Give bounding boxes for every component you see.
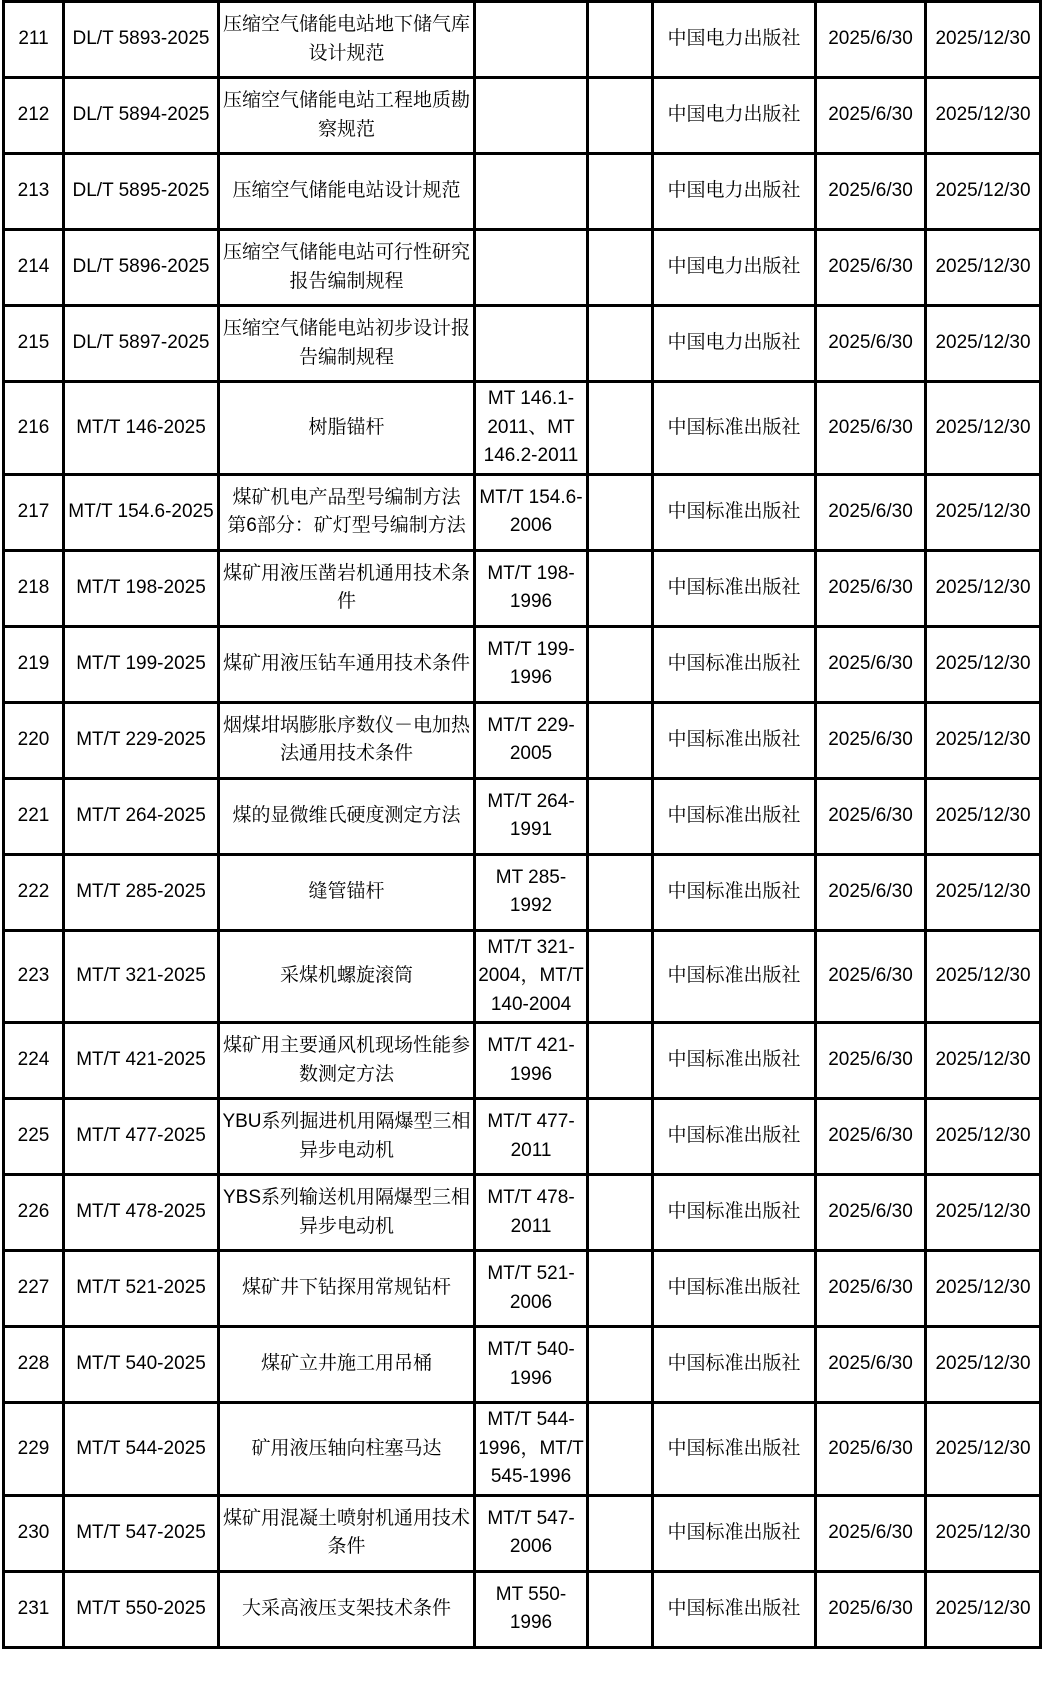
standard-title-cell: 煤矿井下钻探用常规钻杆 bbox=[219, 1251, 475, 1327]
publisher-cell: 中国标准出版社 bbox=[653, 854, 816, 930]
publisher-cell: 中国标准出版社 bbox=[653, 1251, 816, 1327]
publisher-cell: 中国电力出版社 bbox=[653, 2, 816, 78]
date-cell-1: 2025/6/30 bbox=[816, 778, 926, 854]
standard-code-cell: MT/T 321-2025 bbox=[64, 930, 219, 1023]
standard-title-cell: 采煤机螺旋滚筒 bbox=[219, 930, 475, 1023]
blank-cell bbox=[588, 626, 653, 702]
date-cell-1: 2025/6/30 bbox=[816, 1495, 926, 1571]
replaced-standard-cell: MT/T 547-2006 bbox=[475, 1495, 588, 1571]
blank-cell bbox=[588, 1175, 653, 1251]
table-row bbox=[4, 1327, 1041, 1403]
publisher-cell: 中国标准出版社 bbox=[653, 474, 816, 550]
blank-cell bbox=[588, 1571, 653, 1647]
standards-table bbox=[2, 0, 1042, 1649]
publisher-cell: 中国标准出版社 bbox=[653, 1495, 816, 1571]
standard-title-cell: 煤的显微维氏硬度测定方法 bbox=[219, 778, 475, 854]
standard-code-cell: DL/T 5897-2025 bbox=[64, 306, 219, 382]
publisher-cell: 中国标准出版社 bbox=[653, 626, 816, 702]
date-cell-2: 2025/12/30 bbox=[926, 230, 1041, 306]
replaced-standard-cell bbox=[475, 2, 588, 78]
date-cell-1: 2025/6/30 bbox=[816, 854, 926, 930]
date-cell-2: 2025/12/30 bbox=[926, 854, 1041, 930]
standard-code-cell: MT/T 477-2025 bbox=[64, 1099, 219, 1175]
date-cell-2: 2025/12/30 bbox=[926, 626, 1041, 702]
row-number-cell: 217 bbox=[4, 474, 64, 550]
date-cell-1: 2025/6/30 bbox=[816, 1403, 926, 1496]
table-row bbox=[4, 778, 1041, 854]
row-number-cell: 213 bbox=[4, 154, 64, 230]
table-row bbox=[4, 1023, 1041, 1099]
replaced-standard-cell bbox=[475, 306, 588, 382]
blank-cell bbox=[588, 382, 653, 475]
date-cell-2: 2025/12/30 bbox=[926, 306, 1041, 382]
replaced-standard-cell: MT 285-1992 bbox=[475, 854, 588, 930]
standard-title-cell: 大采高液压支架技术条件 bbox=[219, 1571, 475, 1647]
date-cell-2: 2025/12/30 bbox=[926, 2, 1041, 78]
date-cell-1: 2025/6/30 bbox=[816, 702, 926, 778]
date-cell-1: 2025/6/30 bbox=[816, 2, 926, 78]
standard-code-cell: DL/T 5893-2025 bbox=[64, 2, 219, 78]
date-cell-1: 2025/6/30 bbox=[816, 78, 926, 154]
table-row bbox=[4, 154, 1041, 230]
row-number-cell: 226 bbox=[4, 1175, 64, 1251]
row-number-cell: 221 bbox=[4, 778, 64, 854]
replaced-standard-cell: MT/T 521-2006 bbox=[475, 1251, 588, 1327]
replaced-standard-cell bbox=[475, 78, 588, 154]
row-number-cell: 229 bbox=[4, 1403, 64, 1496]
standard-code-cell: DL/T 5895-2025 bbox=[64, 154, 219, 230]
replaced-standard-cell: MT/T 540-1996 bbox=[475, 1327, 588, 1403]
standard-code-cell: MT/T 540-2025 bbox=[64, 1327, 219, 1403]
publisher-cell: 中国标准出版社 bbox=[653, 1571, 816, 1647]
date-cell-1: 2025/6/30 bbox=[816, 474, 926, 550]
row-number-cell: 228 bbox=[4, 1327, 64, 1403]
blank-cell bbox=[588, 1251, 653, 1327]
standard-title-cell: 压缩空气储能电站设计规范 bbox=[219, 154, 475, 230]
date-cell-1: 2025/6/30 bbox=[816, 230, 926, 306]
table-row bbox=[4, 550, 1041, 626]
replaced-standard-cell: MT/T 199-1996 bbox=[475, 626, 588, 702]
replaced-standard-cell bbox=[475, 230, 588, 306]
standard-title-cell: 树脂锚杆 bbox=[219, 382, 475, 475]
date-cell-1: 2025/6/30 bbox=[816, 382, 926, 475]
blank-cell bbox=[588, 854, 653, 930]
standard-title-cell: 缝管锚杆 bbox=[219, 854, 475, 930]
row-number-cell: 218 bbox=[4, 550, 64, 626]
date-cell-1: 2025/6/30 bbox=[816, 1571, 926, 1647]
date-cell-1: 2025/6/30 bbox=[816, 626, 926, 702]
blank-cell bbox=[588, 778, 653, 854]
standard-title-cell: YBS系列输送机用隔爆型三相异步电动机 bbox=[219, 1175, 475, 1251]
table-row bbox=[4, 382, 1041, 475]
date-cell-1: 2025/6/30 bbox=[816, 306, 926, 382]
replaced-standard-cell: MT/T 544-1996，MT/T 545-1996 bbox=[475, 1403, 588, 1496]
table-row bbox=[4, 1403, 1041, 1496]
standard-title-cell: 煤矿用主要通风机现场性能参数测定方法 bbox=[219, 1023, 475, 1099]
table-row bbox=[4, 78, 1041, 154]
row-number-cell: 212 bbox=[4, 78, 64, 154]
table-row bbox=[4, 1571, 1041, 1647]
publisher-cell: 中国电力出版社 bbox=[653, 306, 816, 382]
replaced-standard-cell: MT 146.1-2011、MT 146.2-2011 bbox=[475, 382, 588, 475]
blank-cell bbox=[588, 1023, 653, 1099]
row-number-cell: 231 bbox=[4, 1571, 64, 1647]
blank-cell bbox=[588, 78, 653, 154]
standard-title-cell: 煤矿用液压钻车通用技术条件 bbox=[219, 626, 475, 702]
replaced-standard-cell: MT/T 264-1991 bbox=[475, 778, 588, 854]
date-cell-1: 2025/6/30 bbox=[816, 154, 926, 230]
publisher-cell: 中国标准出版社 bbox=[653, 1099, 816, 1175]
date-cell-2: 2025/12/30 bbox=[926, 154, 1041, 230]
standard-code-cell: DL/T 5896-2025 bbox=[64, 230, 219, 306]
date-cell-2: 2025/12/30 bbox=[926, 1327, 1041, 1403]
row-number-cell: 225 bbox=[4, 1099, 64, 1175]
table-row bbox=[4, 306, 1041, 382]
row-number-cell: 220 bbox=[4, 702, 64, 778]
table-row bbox=[4, 702, 1041, 778]
date-cell-2: 2025/12/30 bbox=[926, 1023, 1041, 1099]
blank-cell bbox=[588, 1327, 653, 1403]
date-cell-2: 2025/12/30 bbox=[926, 382, 1041, 475]
table-row bbox=[4, 1175, 1041, 1251]
row-number-cell: 216 bbox=[4, 382, 64, 475]
blank-cell bbox=[588, 230, 653, 306]
replaced-standard-cell: MT/T 421-1996 bbox=[475, 1023, 588, 1099]
publisher-cell: 中国标准出版社 bbox=[653, 1175, 816, 1251]
standard-title-cell: 矿用液压轴向柱塞马达 bbox=[219, 1403, 475, 1496]
date-cell-2: 2025/12/30 bbox=[926, 1175, 1041, 1251]
standard-title-cell: 煤矿立井施工用吊桶 bbox=[219, 1327, 475, 1403]
publisher-cell: 中国标准出版社 bbox=[653, 702, 816, 778]
standard-code-cell: MT/T 285-2025 bbox=[64, 854, 219, 930]
table-row bbox=[4, 1099, 1041, 1175]
standard-code-cell: MT/T 146-2025 bbox=[64, 382, 219, 475]
blank-cell bbox=[588, 1099, 653, 1175]
table-row bbox=[4, 626, 1041, 702]
date-cell-2: 2025/12/30 bbox=[926, 1495, 1041, 1571]
publisher-cell: 中国标准出版社 bbox=[653, 1403, 816, 1496]
row-number-cell: 222 bbox=[4, 854, 64, 930]
date-cell-1: 2025/6/30 bbox=[816, 1099, 926, 1175]
date-cell-2: 2025/12/30 bbox=[926, 550, 1041, 626]
standard-title-cell: 压缩空气储能电站可行性研究报告编制规程 bbox=[219, 230, 475, 306]
date-cell-2: 2025/12/30 bbox=[926, 1571, 1041, 1647]
row-number-cell: 215 bbox=[4, 306, 64, 382]
replaced-standard-cell bbox=[475, 154, 588, 230]
standard-title-cell: 压缩空气储能电站地下储气库设计规范 bbox=[219, 2, 475, 78]
date-cell-2: 2025/12/30 bbox=[926, 1251, 1041, 1327]
publisher-cell: 中国标准出版社 bbox=[653, 1327, 816, 1403]
standard-code-cell: DL/T 5894-2025 bbox=[64, 78, 219, 154]
standard-code-cell: MT/T 544-2025 bbox=[64, 1403, 219, 1496]
replaced-standard-cell: MT 550-1996 bbox=[475, 1571, 588, 1647]
blank-cell bbox=[588, 474, 653, 550]
publisher-cell: 中国电力出版社 bbox=[653, 78, 816, 154]
publisher-cell: 中国标准出版社 bbox=[653, 778, 816, 854]
date-cell-2: 2025/12/30 bbox=[926, 778, 1041, 854]
standard-code-cell: MT/T 421-2025 bbox=[64, 1023, 219, 1099]
row-number-cell: 219 bbox=[4, 626, 64, 702]
standard-title-cell: 煤矿机电产品型号编制方法 第6部分：矿灯型号编制方法 bbox=[219, 474, 475, 550]
blank-cell bbox=[588, 1403, 653, 1496]
date-cell-2: 2025/12/30 bbox=[926, 930, 1041, 1023]
standard-title-cell: 压缩空气储能电站初步设计报告编制规程 bbox=[219, 306, 475, 382]
standard-code-cell: MT/T 550-2025 bbox=[64, 1571, 219, 1647]
standard-code-cell: MT/T 478-2025 bbox=[64, 1175, 219, 1251]
table-row bbox=[4, 1495, 1041, 1571]
publisher-cell: 中国电力出版社 bbox=[653, 154, 816, 230]
date-cell-2: 2025/12/30 bbox=[926, 474, 1041, 550]
table-row bbox=[4, 854, 1041, 930]
replaced-standard-cell: MT/T 198-1996 bbox=[475, 550, 588, 626]
replaced-standard-cell: MT/T 478-2011 bbox=[475, 1175, 588, 1251]
standard-code-cell: MT/T 229-2025 bbox=[64, 702, 219, 778]
standard-code-cell: MT/T 547-2025 bbox=[64, 1495, 219, 1571]
standard-code-cell: MT/T 264-2025 bbox=[64, 778, 219, 854]
date-cell-2: 2025/12/30 bbox=[926, 702, 1041, 778]
row-number-cell: 211 bbox=[4, 2, 64, 78]
table-row bbox=[4, 230, 1041, 306]
blank-cell bbox=[588, 2, 653, 78]
table-row bbox=[4, 2, 1041, 78]
replaced-standard-cell: MT/T 477-2011 bbox=[475, 1099, 588, 1175]
publisher-cell: 中国标准出版社 bbox=[653, 550, 816, 626]
table-row bbox=[4, 1251, 1041, 1327]
date-cell-1: 2025/6/30 bbox=[816, 1327, 926, 1403]
date-cell-1: 2025/6/30 bbox=[816, 930, 926, 1023]
table-row bbox=[4, 930, 1041, 1023]
date-cell-2: 2025/12/30 bbox=[926, 1403, 1041, 1496]
publisher-cell: 中国标准出版社 bbox=[653, 930, 816, 1023]
blank-cell bbox=[588, 306, 653, 382]
row-number-cell: 230 bbox=[4, 1495, 64, 1571]
publisher-cell: 中国电力出版社 bbox=[653, 230, 816, 306]
date-cell-1: 2025/6/30 bbox=[816, 1251, 926, 1327]
date-cell-1: 2025/6/30 bbox=[816, 1023, 926, 1099]
replaced-standard-cell: MT/T 321-2004，MT/T 140-2004 bbox=[475, 930, 588, 1023]
row-number-cell: 214 bbox=[4, 230, 64, 306]
standard-title-cell: 烟煤坩埚膨胀序数仪－电加热法通用技术条件 bbox=[219, 702, 475, 778]
standard-title-cell: 压缩空气储能电站工程地质勘察规范 bbox=[219, 78, 475, 154]
standard-code-cell: MT/T 521-2025 bbox=[64, 1251, 219, 1327]
row-number-cell: 227 bbox=[4, 1251, 64, 1327]
date-cell-1: 2025/6/30 bbox=[816, 1175, 926, 1251]
blank-cell bbox=[588, 702, 653, 778]
blank-cell bbox=[588, 550, 653, 626]
standards-table-body bbox=[4, 2, 1041, 1648]
date-cell-2: 2025/12/30 bbox=[926, 1099, 1041, 1175]
standard-code-cell: MT/T 199-2025 bbox=[64, 626, 219, 702]
date-cell-2: 2025/12/30 bbox=[926, 78, 1041, 154]
row-number-cell: 223 bbox=[4, 930, 64, 1023]
replaced-standard-cell: MT/T 229-2005 bbox=[475, 702, 588, 778]
blank-cell bbox=[588, 154, 653, 230]
standard-title-cell: 煤矿用液压凿岩机通用技术条件 bbox=[219, 550, 475, 626]
publisher-cell: 中国标准出版社 bbox=[653, 1023, 816, 1099]
standard-title-cell: 煤矿用混凝土喷射机通用技术条件 bbox=[219, 1495, 475, 1571]
standard-code-cell: MT/T 198-2025 bbox=[64, 550, 219, 626]
date-cell-1: 2025/6/30 bbox=[816, 550, 926, 626]
standard-title-cell: YBU系列掘进机用隔爆型三相异步电动机 bbox=[219, 1099, 475, 1175]
standard-code-cell: MT/T 154.6-2025 bbox=[64, 474, 219, 550]
table-row bbox=[4, 474, 1041, 550]
replaced-standard-cell: MT/T 154.6-2006 bbox=[475, 474, 588, 550]
row-number-cell: 224 bbox=[4, 1023, 64, 1099]
publisher-cell: 中国标准出版社 bbox=[653, 382, 816, 475]
blank-cell bbox=[588, 1495, 653, 1571]
blank-cell bbox=[588, 930, 653, 1023]
